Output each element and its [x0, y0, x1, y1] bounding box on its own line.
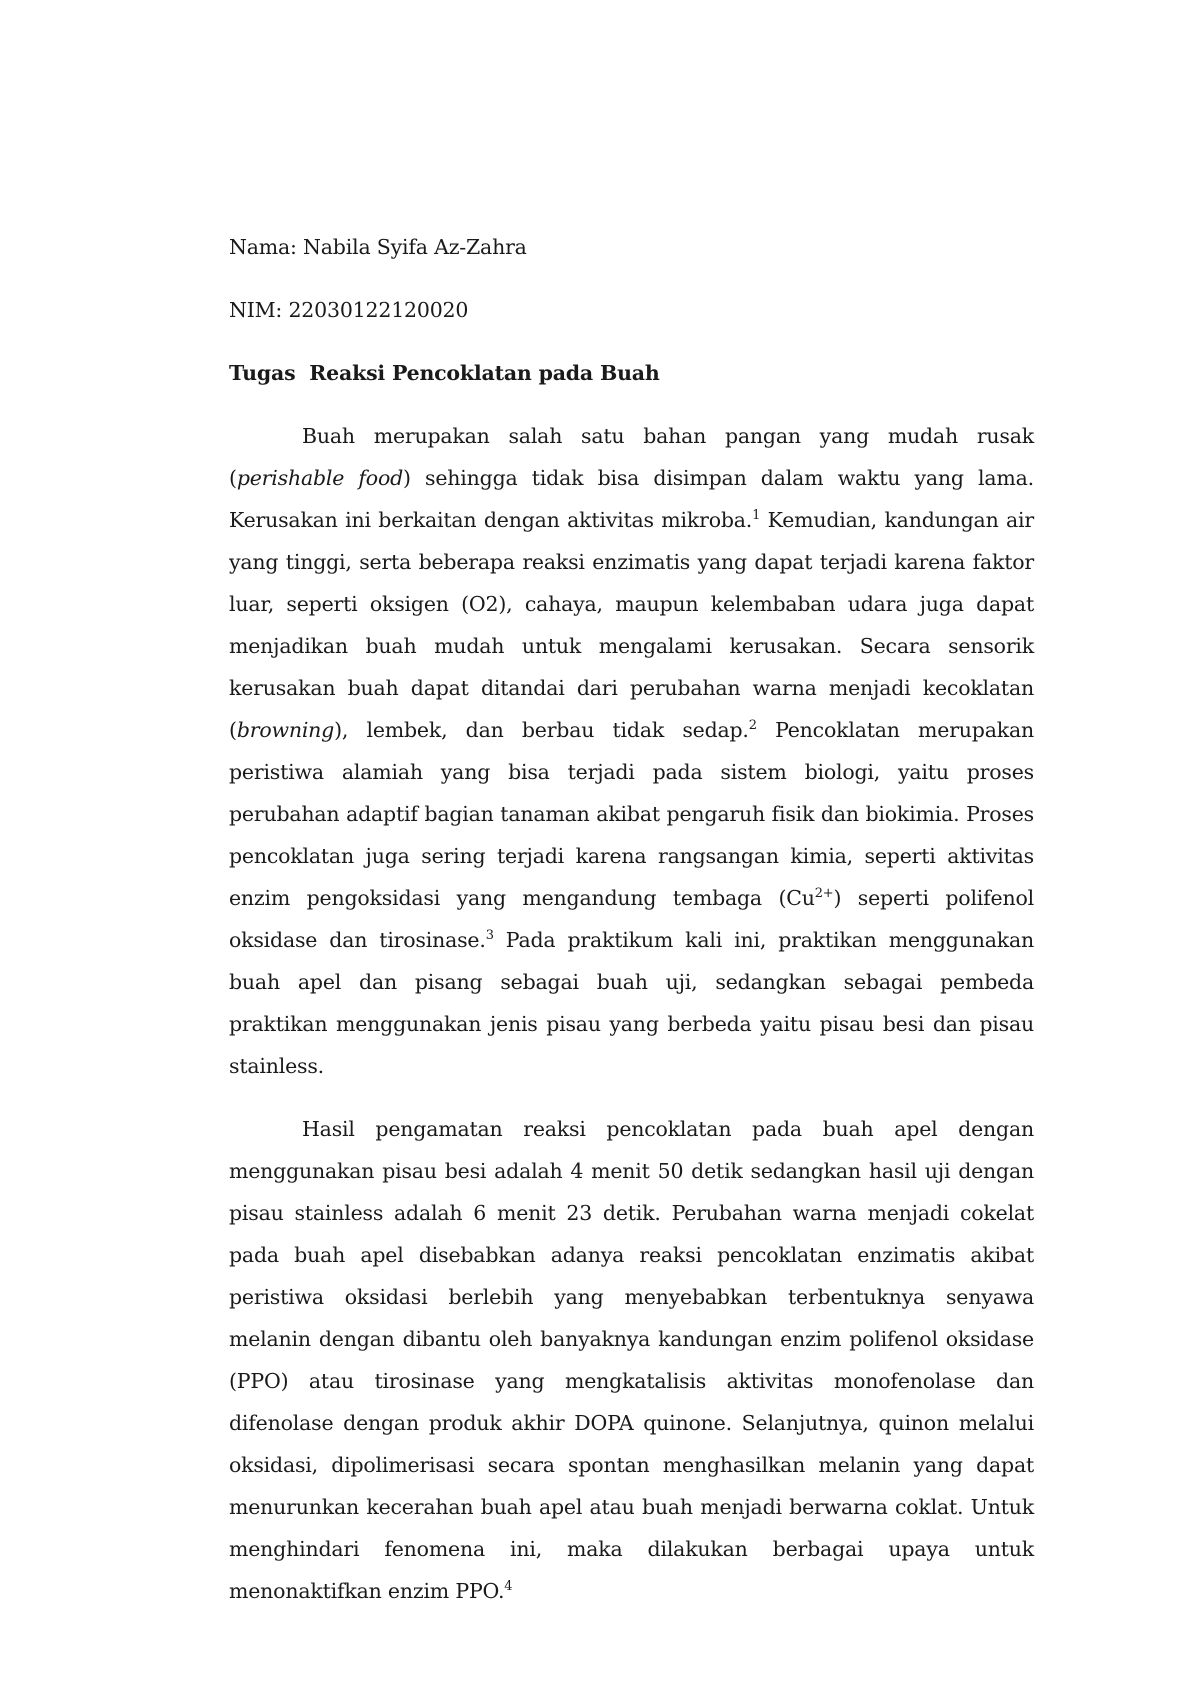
paragraph-intro-text-5: Pencoklatan merupakan peristiwa alamiah yang bisa terjadi pada sistem biologi, yaitu proses perubahan adaptif bagian tanaman akibat pengaruh fisik dan biokimia. Proses pencoklatan juga sering terjadi karena rangsangan kimia, seperti aktivitas enzim pengoksidasi yang mengandung tembaga (Cu: [229, 718, 1034, 910]
student-nim: NIM: 22030122120020: [229, 298, 469, 322]
term-browning: browning: [236, 718, 335, 742]
paragraph-intro: [229, 415, 1034, 1087]
paragraph-results: [229, 1108, 1034, 1612]
copper-ion-charge: 2+: [814, 886, 834, 902]
paragraph-intro-text-3: Kemudian, kandungan air yang tinggi, serta beberapa reaksi enzimatis yang dapat terjadi karena faktor luar, seperti oksigen (O2), cahaya, maupun kelembaban udara juga dapat menjadikan buah mudah untuk mengalami kerusakan. Secara sensorik kerusakan buah dapat ditandai dari perubahan warna menjadi kecoklatan (: [229, 508, 1034, 742]
assignment-title: Tugas Reaksi Pencoklatan pada Buah: [229, 361, 660, 385]
paragraph-intro-text-1: Buah merupakan salah satu bahan pangan yang mudah rusak (: [229, 424, 1034, 490]
footnote-ref-3: 3: [485, 928, 494, 944]
document-body: [229, 226, 1034, 1633]
footnote-ref-1: 1: [752, 508, 761, 524]
footnote-ref-2: 2: [748, 718, 757, 734]
paragraph-intro-text-2: ) sehingga tidak bisa disimpan dalam waktu yang lama. Kerusakan ini berkaitan dengan aktivitas mikroba.: [229, 466, 1034, 532]
footnote-ref-4: 4: [504, 1579, 513, 1595]
paragraph-intro-text-4: ), lembek, dan berbau tidak sedap.: [334, 718, 749, 742]
term-perishable-food: perishable food: [236, 466, 404, 490]
paragraph-intro-text-6: ) seperti polifenol oksidase dan tirosinase.: [229, 886, 1034, 952]
student-name: Nama: Nabila Syifa Az-Zahra: [229, 235, 527, 259]
paragraph-intro-text-7: Pada praktikum kali ini, praktikan menggunakan buah apel dan pisang sebagai buah uji, sedangkan sebagai pembeda praktikan menggunakan jenis pisau yang berbeda yaitu pisau besi dan pisau stainless.: [229, 928, 1034, 1078]
paragraph-results-text: Hasil pengamatan reaksi pencoklatan pada buah apel dengan menggunakan pisau besi adalah 4 menit 50 detik sedangkan hasil uji dengan pisau stainless adalah 6 menit 23 detik. Perubahan warna menjadi cokelat pada buah apel disebabkan adanya reaksi pencoklatan enzimatis akibat peristiwa oksidasi berlebih yang menyebabkan terbentuknya senyawa melanin dengan dibantu oleh banyaknya kandungan enzim polifenol oksidase (PPO) atau tirosinase yang mengkatalisis aktivitas monofenolase dan difenolase dengan produk akhir DOPA quinone. Selanjutnya, quinon melalui oksidasi, dipolimerisasi secara spontan menghasilkan melanin yang dapat menurunkan kecerahan buah apel atau buah menjadi berwarna coklat. Untuk menghindari fenomena ini, maka dilakukan berbagai upaya untuk menonaktifkan enzim PPO.: [229, 1117, 1034, 1603]
